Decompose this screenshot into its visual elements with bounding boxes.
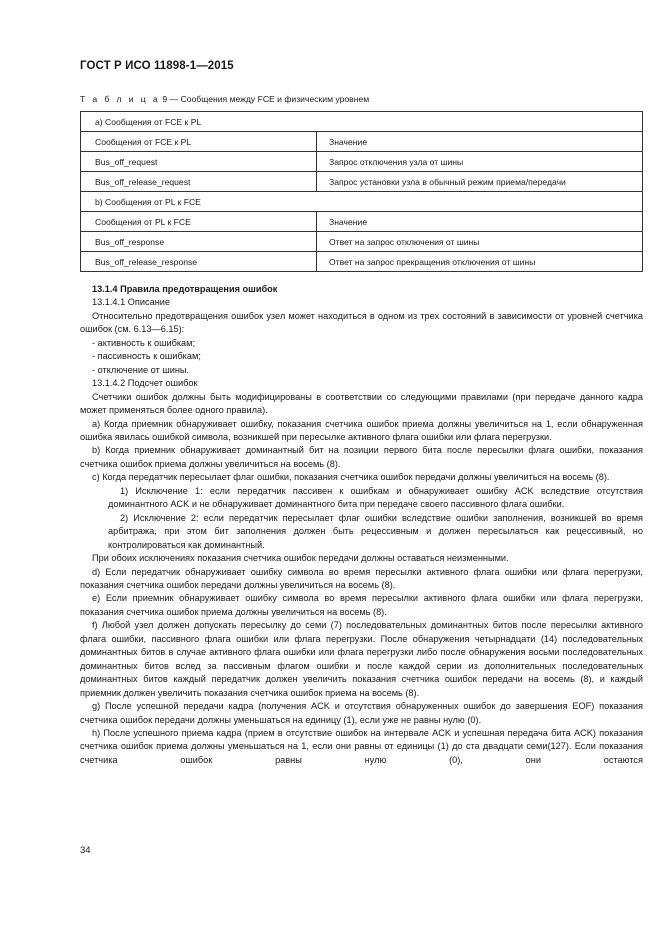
table-caption-prefix: Т а б л и ц а <box>80 94 160 104</box>
list-item: - отключение от шины. <box>92 364 190 375</box>
rule-d: d) Если передатчик обнаруживает ошибку символа во время пересылки активного флага ошибки или флага перегрузки, показания счетчика ошибок передачи должны увеличиться на восемь (8). <box>80 566 643 590</box>
list-item: - пассивность к ошибкам; <box>92 351 201 362</box>
section-a-title: а) Сообщения от FCE к PL <box>81 112 643 132</box>
message-meaning-cell: Ответ на запрос прекращения отключения от шины <box>317 252 643 272</box>
column-header-messages: Сообщения от FCE к PL <box>81 132 317 152</box>
exception-1: 1) Исключение 1: если передатчик пассивен к ошибкам и обнаруживает ошибку ACK вследствие отсутствия доминантного ACK и не обнаруживает доминантного бита при передаче своего пассивного флага ошибки. <box>108 485 643 510</box>
rule-b: b) Когда приемник обнаруживает доминантный бит на позиции первого бита после пересылки флага ошибки, показания счетчика ошибок приема должны увеличиться на восемь (8). <box>80 445 643 469</box>
list-item: - активность к ошибкам; <box>92 337 196 348</box>
column-header-meaning: Значение <box>317 212 643 232</box>
table-row <box>81 172 643 192</box>
table-header-row <box>81 132 643 152</box>
column-header-meaning: Значение <box>317 132 643 152</box>
paragraph: Счетчики ошибок должны быть модифицированы в соответствии со следующими правилами (при передаче данного кадра может применяться более одного правила). <box>80 391 643 416</box>
table-section-row <box>81 192 643 212</box>
exceptions-note: При обоих исключениях показания счетчика ошибок передачи должны оставаться неизменными. <box>92 553 509 564</box>
rule-e: е) Если приемник обнаруживает ошибку символа во время пересылки активного флага ошибки или флага перегрузки, показания счетчика ошибок приема должны увеличиться на восемь (8). <box>80 593 643 617</box>
section-b-title: b) Сообщения от PL к FCE <box>81 192 643 212</box>
message-meaning-cell: Запрос отключения узла от шины <box>317 152 643 172</box>
table-row <box>81 152 643 172</box>
table-row <box>81 252 643 272</box>
subsection-heading: 13.1.4.2 Подсчет ошибок <box>92 378 198 389</box>
message-name-cell: Bus_off_release_request <box>81 172 317 192</box>
rule-c: с) Когда передатчик пересылает флаг ошибки, показания счетчика ошибок передачи должны увеличиться на восемь (8). <box>92 472 610 483</box>
rule-f: f) Любой узел должен допускать пересылку до семи (7) последовательных доминантных битов после пересылки активного флага ошибки, пассивного флага ошибки или флага перегрузки. После обнаружения четырнадцати (14) последовательных доминантных битов в случае активного флага ошибки или флага перегрузки либо после обнаружения восьми последовательных доминантных битов вслед за пассивным флагом ошибки и после каждой серии из дополнительных последовательных доминантных битов каждый передатчик должен увеличить показания счетчика ошибок передачи на восемь (8), и каждый приемник должен увеличить показания счетчика ошибок приема на восемь (8). <box>80 620 643 698</box>
message-name-cell: Bus_off_release_response <box>81 252 317 272</box>
table-section-row <box>81 112 643 132</box>
table-row <box>81 232 643 252</box>
subsection-heading: 13.1.4.1 Описание <box>92 297 171 308</box>
rule-a: а) Когда приемник обнаруживает ошибку, показания счетчика ошибок приема должны увеличиться на 1, если обнаруженная ошибка явилась ошибкой символа, возникшей при пересылке активного флага ошибки или флага перегрузки. <box>80 418 643 442</box>
table-header-row <box>81 212 643 232</box>
table-caption-title: 9 — Сообщения между FCE и физическим уровнем <box>160 94 370 104</box>
paragraph: Относительно предотвращения ошибок узел может находиться в одном из трех состояний в зависимости от уровней счетчика ошибок (см. 6.13—6.15): <box>80 310 643 335</box>
body-text <box>80 283 643 767</box>
page-number: 34 <box>80 845 91 856</box>
column-header-messages: Сообщения от PL к FCE <box>81 212 317 232</box>
messages-table <box>80 111 643 272</box>
document-code-header: ГОСТ Р ИСО 11898-1—2015 <box>80 60 234 72</box>
section-heading: 13.1.4 Правила предотвращения ошибок <box>92 284 278 294</box>
exception-2: 2) Исключение 2: если передатчик пересылает флаг ошибки вследствие ошибки заполнения, возникшей во время арбитража, при этом бит заполнения должен быть рецессивным и должен пересылаться как рецессивный, но контролироваться как доминантный. <box>108 512 643 550</box>
rule-g: g) После успешной передачи кадра (получения ACK и отсутствия обнаруженных ошибок до завершения EOF) показания счетчика ошибок передачи должны уменьшаться на единицу (1), если уже не равны нулю (0). <box>80 701 643 725</box>
message-meaning-cell: Ответ на запрос отключения от шины <box>317 232 643 252</box>
message-name-cell: Bus_off_response <box>81 232 317 252</box>
message-name-cell: Bus_off_request <box>81 152 317 172</box>
table-caption <box>80 94 369 104</box>
rule-h: h) После успешного приема кадра (прием в отсутствие ошибок на интервале ACK и успешная передача бита ACK) показания счетчика ошибок приема должны уменьшаться на 1, если они равны от единицы (1) до ста двадцати семи(127). Если показания счетчика ошибок равны нулю (0), они остаются <box>80 727 643 765</box>
message-meaning-cell: Запрос установки узла в обычный режим приема/передачи <box>317 172 643 192</box>
